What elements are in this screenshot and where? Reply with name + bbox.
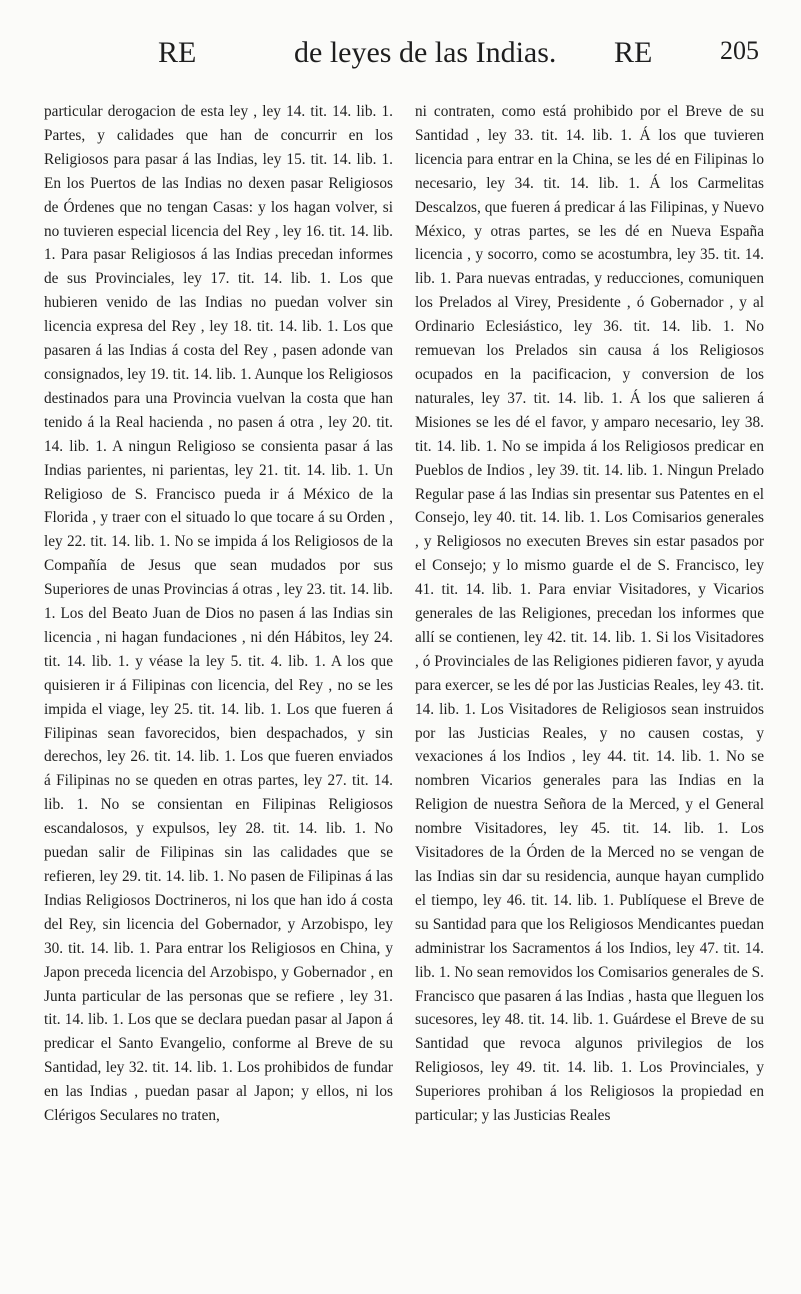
header-right-keyword: RE <box>614 36 653 69</box>
right-column <box>415 100 764 1128</box>
right-column-text: ni contraten, como está prohibido por el Breve de su Santidad , ley 33. tit. 14. lib. 1. Á los que tuvieren licencia para entrar en la China, se les dé en Filipinas lo necesario, ley 34. tit. 14. lib. 1. Á los Carmelitas Descalzos, que fueren á predicar á las Filipinas, y Nuevo México, y otras partes, se les dé en Nueva España licencia , y socorro, como se acostumbra, ley 35. tit. 14. lib. 1. Para nuevas entradas, y reducciones, comuniquen los Prelados al Virey, Presidente , ó Gobernador , y al Ordinario Eclesiástico, ley 36. tit. 14. lib. 1. No remuevan los Prelados sin causa á los Religiosos ocupados en la pacificacion, y conversion de los naturales, ley 37. tit. 14. lib. 1. Á los que salieren á Misiones se les dé el favor, y amparo necesario, ley 38. tit. 14. lib. 1. No se impida á los Religiosos predicar en Pueblos de Indios , ley 39. tit. 14. lib. 1. Ningun Prelado Regular pase á las Indias sin presentar sus Patentes en el Consejo, ley 40. tit. 14. lib. 1. Los Comisarios generales , y Religiosos no executen Breves sin estar pasados por el Consejo; y lo mismo guarde el de S. Francisco, ley 41. tit. 14. lib. 1. Para enviar Visitadores, y Vicarios generales de las Religiones, precedan los informes que allí se contienen, ley 42. tit. 14. lib. 1. Si los Visitadores , ó Provinciales de las Religiones pidieren favor, y ayuda para exercer, se les dé por las Justicias Reales, ley 43. tit. 14. lib. 1. Los Visitadores de Religiosos sean instruidos por las Justicias Reales, y no causen costas, y vexaciones á los Indios , ley 44. tit. 14. lib. 1. No se nombren Vicarios generales para las Indias en la Religion de nuestra Señora de la Merced, y el General nombre Visitadores, ley 45. tit. 14. lib. 1. Los Visitadores de la Órden de la Merced no se vengan de las Indias sin dar su residencia, aunque hayan cumplido el tiempo, ley 46. tit. 14. lib. 1. Publíquese el Breve de su Santidad para que los Religiosos Mendicantes puedan administrar los Sacramentos á los Indios, ley 47. tit. 14. lib. 1. No sean removidos los Comisarios generales de S. Francisco que pasaren á las Indias , hasta que lleguen los sucesores, ley 48. tit. 14. lib. 1. Guárdese el Breve de su Santidad que revoca algunos privilegios de los Religiosos, ley 49. tit. 14. lib. 1. Los Provinciales, y Superiores prohiban á los Religiosos la propiedad en particular; y las Justicias Reales <box>415 103 764 1125</box>
left-column-text: particular derogacion de esta ley , ley 14. tit. 14. lib. 1. Partes, y calidades que han de concurrir en los Religiosos para pasar á las Indias, ley 15. tit. 14. lib. 1. En los Puertos de las Indias no dexen pasar Religiosos de Órdenes que no tengan Casas: y los hagan volver, si no tuvieren especial licencia del Rey , ley 16. tit. 14. lib. 1. Para pasar Religiosos á las Indias precedan informes de sus Provinciales, ley 17. tit. 14. lib. 1. Los que hubieren venido de las Indias no puedan volver sin licencia expresa del Rey , ley 18. tit. 14. lib. 1. Los que pasaren á las Indias á costa del Rey , pasen adonde van consignados, ley 19. tit. 14. lib. 1. Aunque los Religiosos destinados para una Provincia vuelvan la costa que han tenido á la Real hacienda , no pasen á otra , ley 20. tit. 14. lib. 1. A ningun Religioso se consienta pasar á las Indias parientes, ni parientas, ley 21. tit. 14. lib. 1. Un Religioso de S. Francisco pueda ir á México de la Florida , y traer con el situado lo que tocare á su Orden , ley 22. tit. 14. lib. 1. No se impida á los Religiosos de la Compañía de Jesus que sean mudados por sus Superiores de unas Provincias á otras , ley 23. tit. 14. lib. 1. Los del Beato Juan de Dios no pasen á las Indias sin licencia , ni hagan fundaciones , ni dén Hábitos, ley 24. tit. 14. lib. 1. y véase la ley 5. tit. 4. lib. 1. A los que quisieren ir á Filipinas con licencia, del Rey , no se les impida el viage, ley 25. tit. 14. lib. 1. Los que fueren á Filipinas sean favorecidos, bien despachados, y sin derechos, ley 26. tit. 14. lib. 1. Los que fueren enviados á Filipinas no se queden en otras partes, ley 27. tit. 14. lib. 1. No se consientan en Filipinas Religiosos escandalosos, y expulsos, ley 28. tit. 14. lib. 1. No puedan salir de Filipinas sin las calidades que se refieren, ley 29. tit. 14. lib. 1. No pasen de Filipinas á las Indias Religiosos Doctrineros, ni los que han ido á costa del Rey, sin licencia del Gobernador, y Arzobispo, ley 30. tit. 14. lib. 1. Para entrar los Religiosos en China, y Japon preceda licencia del Arzobispo, y Gobernador , en Junta particular de las personas que se refiere , ley 31. tit. 14. lib. 1. Los que se declara puedan pasar al Japon á predicar el Santo Evangelio, conforme al Breve de su Santidad, ley 32. tit. 14. lib. 1. Los prohibidos de fundar en las Indias , puedan pasar al Japon; y ellos, ni los Clérigos Seculares no traten, <box>44 103 393 1125</box>
page-number: 205 <box>720 36 759 65</box>
header-title: de leyes de las Indias. <box>294 36 557 69</box>
header-left-keyword: RE <box>158 36 197 69</box>
left-column <box>44 100 393 1128</box>
text-columns <box>44 100 765 1128</box>
running-header <box>44 36 765 86</box>
